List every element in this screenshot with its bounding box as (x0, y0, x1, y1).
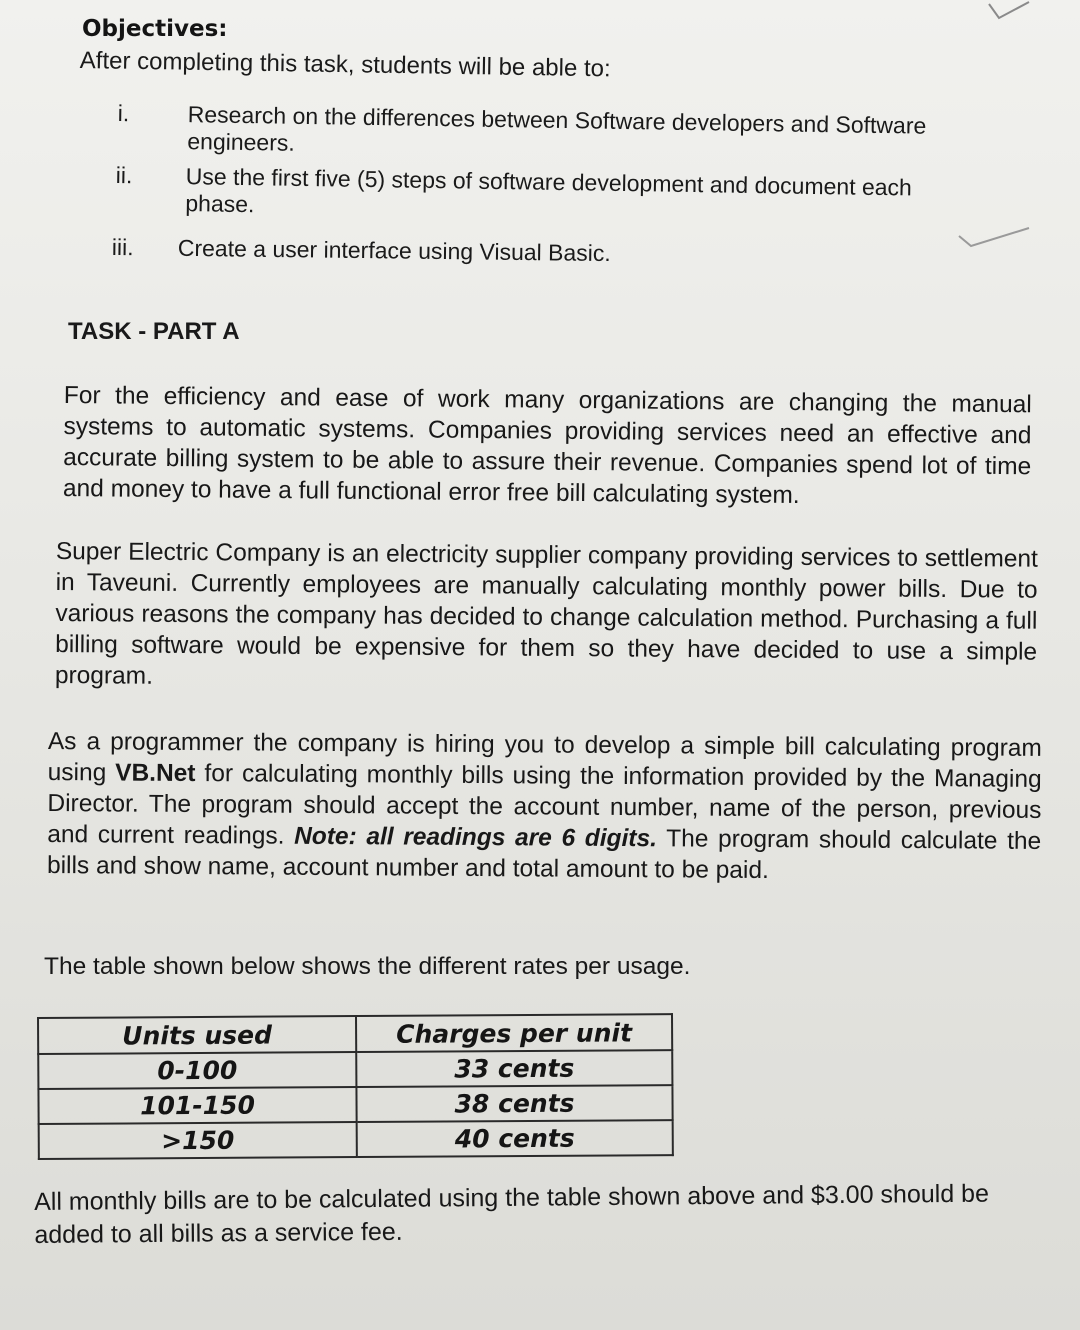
paragraph-3 (47, 726, 1042, 888)
list-item-text: Create a user interface using Visual Basic. (177, 234, 611, 267)
table-cell: 38 cents (356, 1085, 672, 1122)
paragraph-3-text: for calculating monthly bills using the information provided by the Managing Director. The program should accept the account number, name of the person, previous and current readings. (47, 760, 1042, 850)
list-item-number: ii. (115, 162, 133, 189)
table-cell: 0-100 (38, 1052, 356, 1089)
table-row (38, 1085, 672, 1124)
table-cell: 40 cents (357, 1120, 673, 1157)
list-item-number: i. (117, 100, 130, 127)
list-item-number: iii. (111, 234, 134, 261)
task-heading: TASK - PART A (68, 318, 240, 345)
list-item-text: Use the first five (5) steps of software development and document each phase. (185, 163, 913, 218)
objectives-intro: After completing this task, students will be able to: (79, 47, 611, 83)
table-intro: The table shown below shows the different rates per usage. (44, 953, 691, 980)
table-header: Units used (38, 1016, 356, 1054)
closing-paragraph: All monthly bills are to be calculated using the table shown above and $3.00 should be added to all bills as a service fee. (34, 1179, 990, 1249)
table-cell: 101-150 (38, 1087, 356, 1124)
vbnet-bold-text: VB.Net (115, 759, 196, 788)
objectives-title: Objectives: (82, 16, 228, 42)
table-cell: >150 (39, 1122, 357, 1159)
table-header: Charges per unit (356, 1014, 672, 1052)
paragraph-2: Super Electric Company is an electricity supplier company providing services to settlement in Taveuni. Currently employees are manually calculating monthly power bills. Due to various reasons the company has decided to change calculation method. Purchasing a full billing software would be expensive for them so they have decided to use a simple program. (54, 537, 1038, 690)
table-cell: 33 cents (356, 1050, 672, 1087)
list-item-text: Research on the differences between Software developers and Software engineers. (187, 101, 927, 156)
paragraph-3-text: The program should calculate the bills and show name, account number and total amount to be paid. (46, 825, 1042, 885)
table-row (38, 1050, 672, 1089)
table-header-row (38, 1014, 672, 1054)
rates-table (37, 1013, 674, 1160)
check-mark-icon (985, 0, 1035, 24)
note-text: Note: all readings are 6 digits. (294, 822, 658, 853)
paragraph-3-text: As a programmer the company is hiring you to develop a simple bill calculating program using (47, 727, 1042, 787)
table-row (39, 1120, 673, 1159)
paragraph-1: For the efficiency and ease of work many organizations are changing the manual systems to automatic systems. Companies providing services need an effective and accurate billing system to be able to assure their revenue. Companies spend lot of time and money to have a full functional error free bill calculating system. (62, 381, 1032, 510)
